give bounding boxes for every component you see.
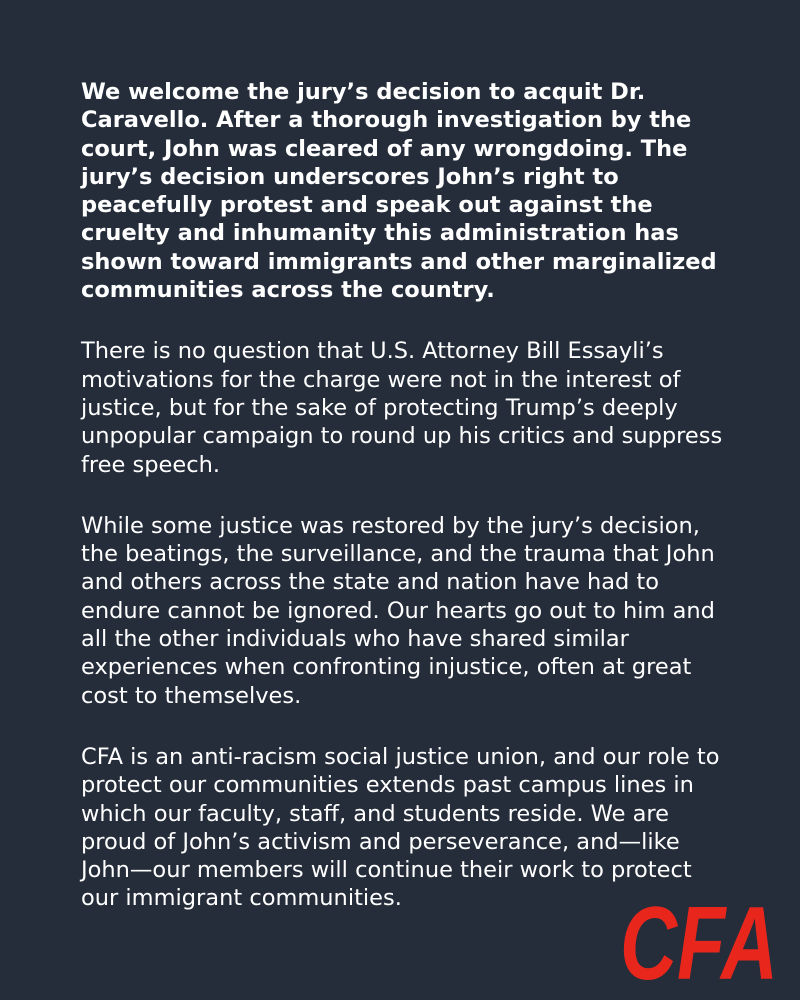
statement-text	[81, 78, 731, 913]
body-paragraph-1: There is no question that U.S. Attorney Bill Essayli’s motivations for the charge were not in the interest of justice, but for the sake of protecting Trump’s deeply unpopular campaign to round up his critics and suppress free speech.	[81, 338, 723, 478]
lead-paragraph: We welcome the jury’s decision to acquit Dr. Caravello. After a thorough investigation by the court, John was cleared of any wrongdoing. The jury’s decision underscores John’s right to peacefully protest and speak out against the cruelty and inhumanity this administration has shown toward immigrants and other marginalized communities across the country.	[81, 79, 717, 304]
body-paragraph-3: CFA is an anti-racism social justice union, and our role to protect our communities extends past campus lines in which our faculty, staff, and students reside. We are proud of John’s activism and perseverance, and—like John—our members will continue their work to protect our immigrant communities.	[81, 743, 720, 912]
cfa-logo	[618, 893, 782, 989]
body-paragraph-2: While some justice was restored by the jury’s decision, the beatings, the surveillance, and the trauma that John and others across the state and nation have had to endure cannot be ignored. Our hearts go out to him and all the other individuals who have shared similar experiences when confronting injustice, often at great cost to themselves.	[81, 512, 715, 709]
cfa-logo-text: CFA	[620, 893, 778, 989]
